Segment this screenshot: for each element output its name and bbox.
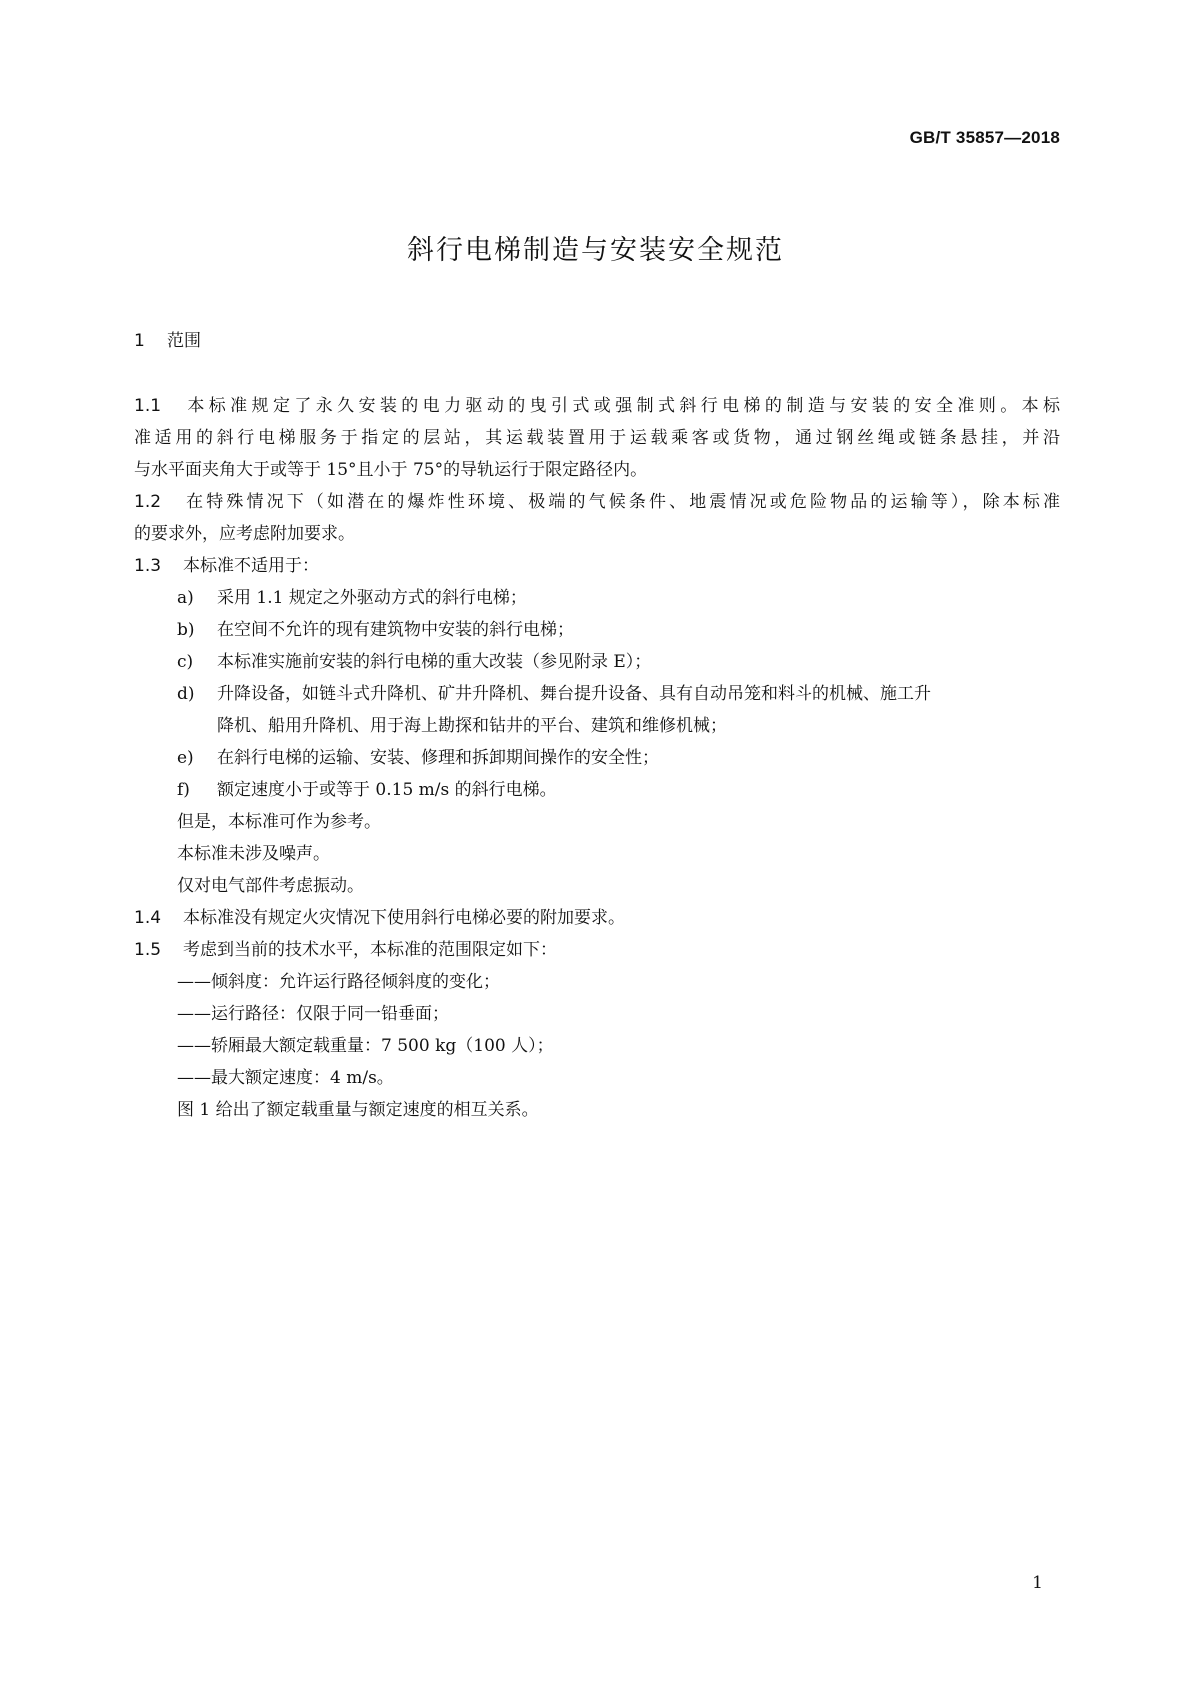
clause-text: 在特殊情况下（如潜在的爆炸性环境、极端的气候条件、地震情况或危险物品的运输等），除本标准 xyxy=(183,492,1060,512)
clause-note: 但是，本标准可作为参考。 xyxy=(177,812,381,832)
dash-item: ——最大额定速度：4 m/s。 xyxy=(177,1068,394,1088)
list-item-text: 采用 1.1 规定之外驱动方式的斜行电梯； xyxy=(217,588,527,608)
clause-1-1 xyxy=(134,390,1060,486)
clause-line xyxy=(134,934,1060,966)
list-item-label: e) xyxy=(177,748,194,768)
clause-line xyxy=(134,486,1060,518)
list-item-text: 本标准实施前安装的斜行电梯的重大改装（参见附录 E）； xyxy=(217,652,652,672)
clause-line: 的要求外，应考虑附加要求。 xyxy=(134,524,355,544)
list-item xyxy=(134,678,1060,710)
list-item-label: a) xyxy=(177,588,194,608)
section-number: 1 xyxy=(134,331,145,351)
clause-text: 考虑到当前的技术水平，本标准的范围限定如下： xyxy=(183,940,557,960)
dash-item: ——轿厢最大额定载重量：7 500 kg（100 人）； xyxy=(177,1036,554,1056)
list-item xyxy=(134,582,1060,614)
section-heading xyxy=(134,326,201,351)
dash-item: ——倾斜度：允许运行路径倾斜度的变化； xyxy=(177,972,500,992)
clause-number: 1.5 xyxy=(134,940,162,960)
document-title: 斜行电梯制造与安装安全规范 xyxy=(407,235,784,266)
clause-number: 1.2 xyxy=(134,492,162,512)
list-item xyxy=(134,646,1060,678)
list-item-continuation: 降机、船用升降机、用于海上勘探和钻井的平台、建筑和维修机械； xyxy=(217,716,727,736)
clause-line xyxy=(134,902,1060,934)
list-item-label: b) xyxy=(177,620,195,640)
clause-line xyxy=(134,550,1060,582)
clause-number: 1.3 xyxy=(134,556,162,576)
clause-text: 本标准没有规定火灾情况下使用斜行电梯必要的附加要求。 xyxy=(183,908,625,928)
clause-1-3 xyxy=(134,550,1060,902)
dash-item: ——运行路径：仅限于同一铅垂面； xyxy=(177,1004,449,1024)
clause-line: 准适用的斜行电梯服务于指定的层站，其运载装置用于运载乘客或货物，通过钢丝绳或链条悬挂，并沿 xyxy=(134,428,1060,448)
clause-number: 1.4 xyxy=(134,908,162,928)
clause-text: 本标准不适用于： xyxy=(183,556,319,576)
clause-line: 与水平面夹角大于或等于 15°且小于 75°的导轨运行于限定路径内。 xyxy=(134,460,648,480)
clause-1-2 xyxy=(134,486,1060,550)
list-item-text: 在空间不允许的现有建筑物中安装的斜行电梯； xyxy=(217,620,574,640)
page-number: 1 xyxy=(1032,1573,1043,1593)
list-item xyxy=(134,614,1060,646)
standard-code: GB/T 35857—2018 xyxy=(909,128,1060,147)
list-item-text: 升降设备，如链斗式升降机、矿井升降机、舞台提升设备、具有自动吊笼和料斗的机械、施工升 xyxy=(217,684,931,704)
document-body xyxy=(134,390,1060,1126)
figure-reference: 图 1 给出了额定载重量与额定速度的相互关系。 xyxy=(177,1100,539,1120)
clause-note: 本标准未涉及噪声。 xyxy=(177,844,330,864)
list-item-label: d) xyxy=(177,684,195,704)
clause-1-4 xyxy=(134,902,1060,934)
clause-number: 1.1 xyxy=(134,396,162,416)
list-item-label: f) xyxy=(177,780,190,800)
list-item-label: c) xyxy=(177,652,194,672)
list-item-text: 额定速度小于或等于 0.15 m/s 的斜行电梯。 xyxy=(217,780,557,800)
clause-text: 本标准规定了永久安装的电力驱动的曳引式或强制式斜行电梯的制造与安装的安全准则。本标 xyxy=(183,396,1060,416)
list-item xyxy=(134,774,1060,806)
clause-1-5 xyxy=(134,934,1060,1126)
section-title: 范围 xyxy=(167,331,201,351)
list-item xyxy=(134,742,1060,774)
clause-line xyxy=(134,390,1060,422)
clause-note: 仅对电气部件考虑振动。 xyxy=(177,876,364,896)
list-item-text: 在斜行电梯的运输、安装、修理和拆卸期间操作的安全性； xyxy=(217,748,659,768)
